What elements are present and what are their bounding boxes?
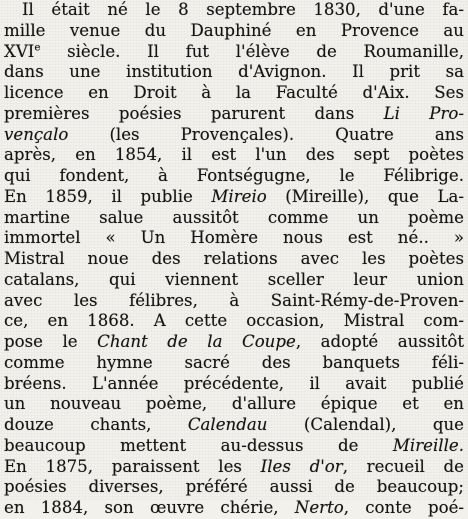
article-line xyxy=(4,457,464,478)
text-run: XVIe siècle. Il fut l'élève de Roumanille, xyxy=(4,40,464,61)
text-run: Mistral noue des relations avec les poètes xyxy=(4,249,464,268)
text-run: En 1859, il publie xyxy=(4,186,212,206)
article-line xyxy=(4,353,464,374)
text-run: pose le xyxy=(4,332,98,351)
article-line xyxy=(4,498,464,519)
article-line xyxy=(4,270,464,291)
italic-title-text: Nerto xyxy=(294,498,344,517)
text-run: douze chants, xyxy=(4,415,188,434)
article-line xyxy=(4,228,464,249)
text-run: beaucoup mettent au-dessus de xyxy=(4,435,393,455)
text-run: poésies diverses, préféré aussi de beaucoup; xyxy=(4,477,464,497)
article-line xyxy=(4,83,464,104)
text-run: bréens. L'année précédente, il avait publié xyxy=(4,373,464,393)
text-run: immortel « Un Homère nous est né.. » xyxy=(4,228,464,248)
article-line xyxy=(4,332,464,353)
article-line xyxy=(4,291,464,312)
text-run: En 1875, paraissent les xyxy=(4,456,261,476)
text-run: (Calendal), que xyxy=(267,415,464,434)
article-line xyxy=(4,104,464,125)
italic-title-text: Mireio xyxy=(211,186,267,206)
text-run: martine salue aussitôt comme un poème xyxy=(4,207,464,227)
text-run: , conte poé- xyxy=(343,498,464,517)
article-line xyxy=(4,187,464,208)
article-body xyxy=(4,0,464,519)
text-run: (Mireille), que La- xyxy=(266,186,464,206)
italic-title-text: Iles d'or xyxy=(260,456,343,476)
text-run: mille venue du Dauphiné en Provence au xyxy=(4,20,464,40)
italic-title-text: vençalo xyxy=(4,124,69,144)
text-run: Il était né le 8 septembre 1830, d'une fa- xyxy=(22,0,464,19)
article-line xyxy=(4,415,464,436)
text-run: ce, en 1868. A cette occasion, Mistral com- xyxy=(4,311,464,331)
text-run: premières poésies parurent dans xyxy=(4,103,384,123)
italic-title-text: Calendau xyxy=(187,415,268,434)
article-line xyxy=(4,208,464,229)
article-line xyxy=(4,394,464,415)
article-line xyxy=(4,62,464,83)
article-line xyxy=(4,21,464,42)
text-run: catalans, qui viennent sceller leur union xyxy=(4,269,464,289)
article-line xyxy=(4,125,464,146)
article-line xyxy=(4,477,464,498)
article-line xyxy=(4,42,464,63)
article-line xyxy=(4,145,464,166)
text-run: avec les félibres, à Saint-Rémy-de-Proven- xyxy=(4,290,464,310)
text-run: , recueil de xyxy=(342,456,464,476)
italic-title-text: Li Pro- xyxy=(383,103,464,123)
text-run: un nouveau poème, d'allure épique et en xyxy=(4,394,464,414)
text-run: (les Provençales). Quatre ans xyxy=(68,124,464,144)
article-line xyxy=(4,436,464,457)
text-run: après, en 1854, il est l'un des sept poètes xyxy=(4,145,464,165)
text-run: comme hymne sacré des banquets féli- xyxy=(4,352,464,372)
article-line xyxy=(4,166,464,187)
text-run: qui fondent, à Fontségugne, le Félibrige. xyxy=(4,166,464,185)
article-line xyxy=(4,0,464,21)
italic-title-text: Mireille. xyxy=(392,435,464,455)
article-line xyxy=(4,374,464,395)
text-run: dans une institution d'Avignon. Il prit sa xyxy=(4,62,464,82)
text-run: , adopté aussitôt xyxy=(295,332,465,351)
article-line xyxy=(4,311,464,332)
article-line xyxy=(4,249,464,270)
text-run: licence en Droit à la Faculté d'Aix. Ses xyxy=(4,83,464,102)
text-run: en 1884, son œuvre chérie, xyxy=(4,498,295,517)
italic-title-text: Chant de la Coupe xyxy=(97,332,296,351)
